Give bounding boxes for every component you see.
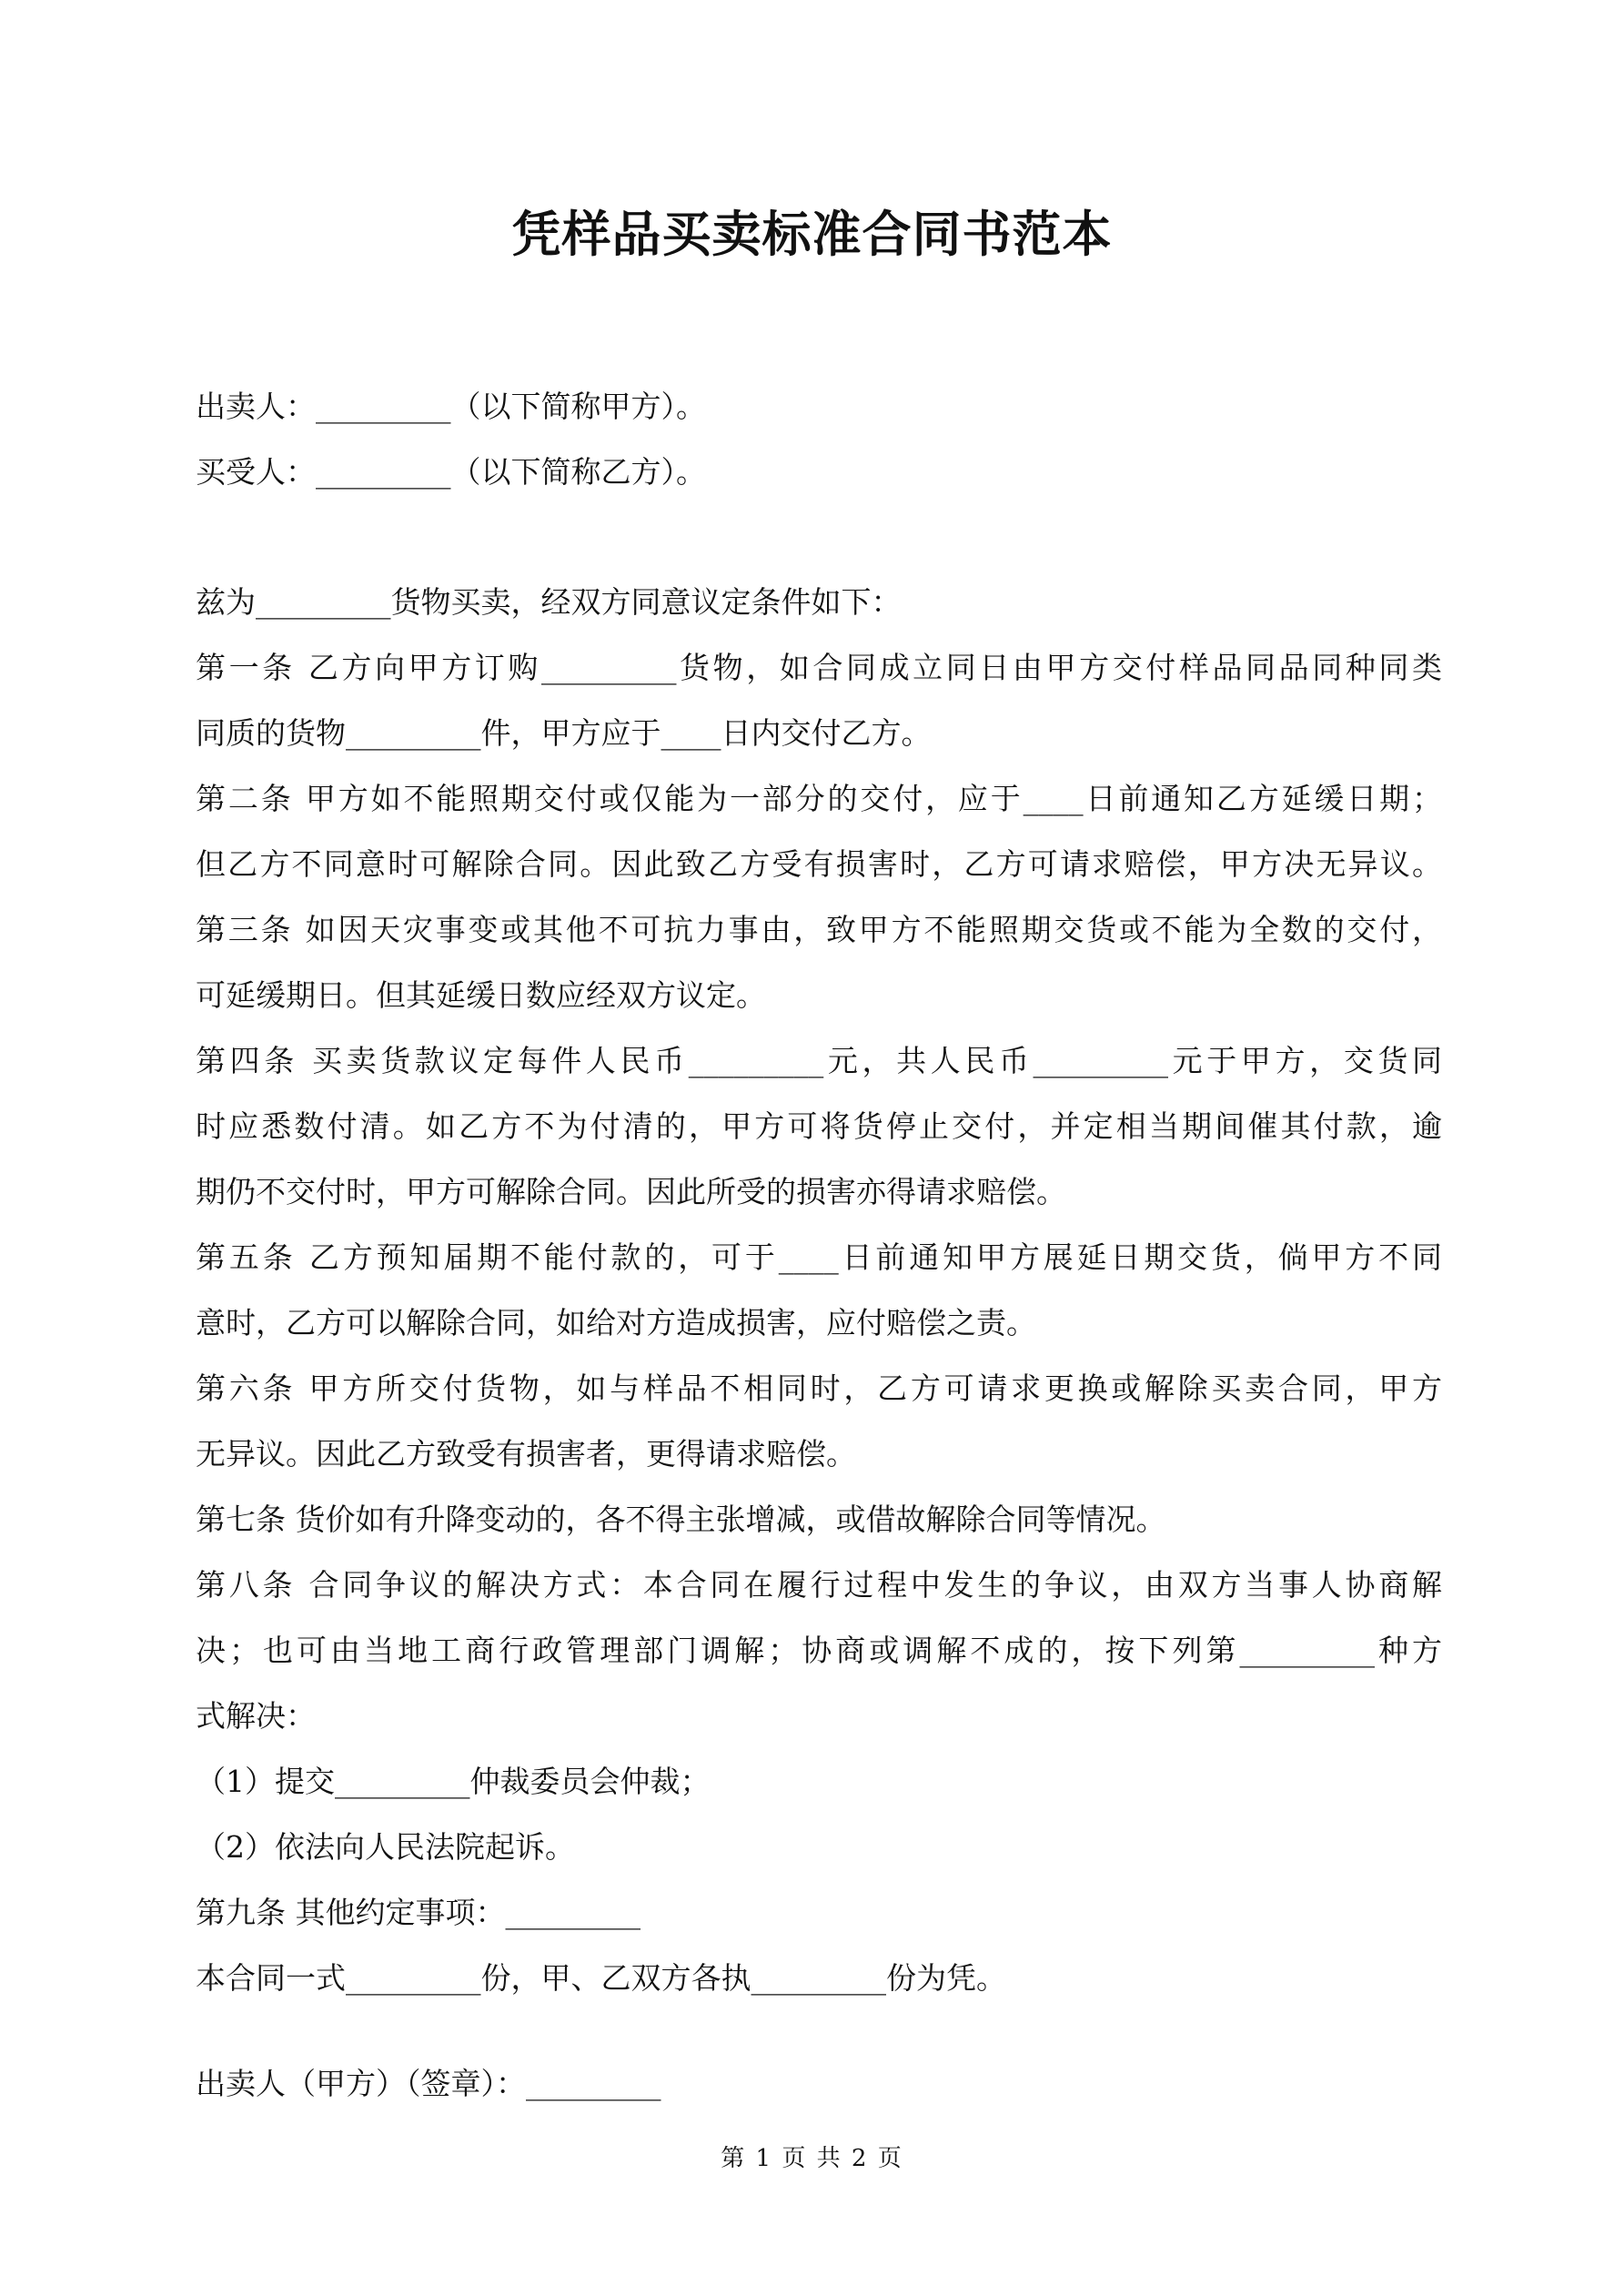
article-3-line-2: 可延缓期日。但其延缓日数应经双方议定。 [196, 977, 766, 1013]
seller-line: 出卖人：_________（以下简称甲方）。 [196, 389, 706, 424]
article-5-line-1: 第五条 乙方预知届期不能付款的，可于____日前通知甲方展延日期交货，倘甲方不同 [196, 1239, 1442, 1275]
article-1-line-1: 第一条 乙方向甲方订购_________货物，如合同成立同日由甲方交付样品同品同种同类 [196, 650, 1442, 685]
article-4-line-1: 第四条 买卖货款议定每件人民币_________元，共人民币_________元于甲方，交货同 [196, 1043, 1442, 1078]
article-9-line-1: 第九条 其他约定事项：_________ [196, 1895, 641, 1930]
page-number-footer: 第 1 页 共 2 页 [721, 2145, 903, 2172]
article-8-line-3: 式解决： [196, 1698, 316, 1734]
article-2-line-2: 但乙方不同意时可解除合同。因此致乙方受有损害时，乙方可请求赔偿，甲方决无异议。 [196, 846, 1442, 882]
article-8-option-1: （1）提交_________仲裁委员会仲裁； [196, 1764, 711, 1799]
article-6-line-2: 无异议。因此乙方致受有损害者，更得请求赔偿。 [196, 1436, 856, 1472]
document-title: 凭样品买卖标准合同书范本 [511, 205, 1113, 263]
article-1-line-2: 同质的货物_________件，甲方应于____日内交付乙方。 [196, 715, 932, 751]
article-8-option-2: （2）依法向人民法院起诉。 [196, 1829, 575, 1865]
article-4-line-3: 期仍不交付时，甲方可解除合同。因此所受的损害亦得请求赔偿。 [196, 1174, 1066, 1209]
seller-signature-line: 出卖人（甲方）（签章）：_________ [196, 2066, 661, 2101]
article-6-line-1: 第六条 甲方所交付货物，如与样品不相同时，乙方可请求更换或解除买卖合同，甲方 [196, 1371, 1442, 1406]
article-8-line-2: 决；也可由当地工商行政管理部门调解；协商或调解不成的，按下列第_________种方 [196, 1633, 1442, 1668]
copies-line: 本合同一式_________份，甲、乙双方各执_________份为凭。 [196, 1960, 1006, 1996]
article-8-line-1: 第八条 合同争议的解决方式：本合同在履行过程中发生的争议，由双方当事人协商解 [196, 1567, 1442, 1603]
buyer-line: 买受人：_________（以下简称乙方）。 [196, 454, 706, 490]
article-7-line-1: 第七条 货价如有升降变动的，各不得主张增减，或借故解除合同等情况。 [196, 1502, 1166, 1537]
preamble-line: 兹为_________货物买卖，经双方同意议定条件如下： [196, 584, 902, 620]
article-2-line-1: 第二条 甲方如不能照期交付或仅能为一部分的交付，应于____日前通知乙方延缓日期； [196, 781, 1442, 816]
article-3-line-1: 第三条 如因天灾事变或其他不可抗力事由，致甲方不能照期交货或不能为全数的交付， [196, 912, 1442, 947]
article-4-line-2: 时应悉数付清。如乙方不为付清的，甲方可将货停止交付，并定相当期间催其付款，逾 [196, 1108, 1442, 1144]
article-5-line-2: 意时，乙方可以解除合同，如给对方造成损害，应付赔偿之责。 [196, 1305, 1036, 1340]
